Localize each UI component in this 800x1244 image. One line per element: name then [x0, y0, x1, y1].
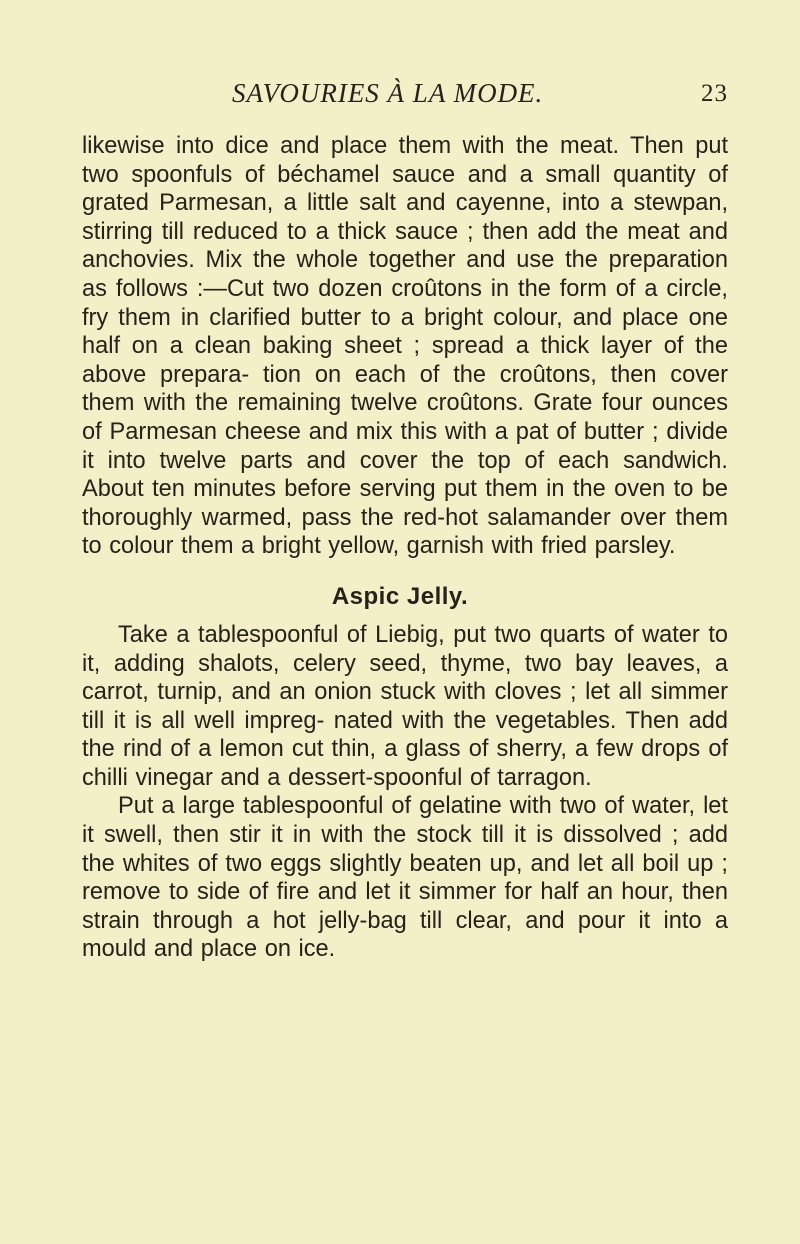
aspic-paragraph-1: Take a tablespoonful of Liebig, put two quarts of water to it, adding shalots, celery seed, thyme, two bay leaves, a carrot, turnip, and an onion stuck with cloves ; let all simmer till it is all well impreg- nated with the vegetables. Then add the rind of a lemon cut thin, a glass of sherry, a few drops of chilli vinegar and a dessert-spoonful of tarragon. — [82, 621, 728, 791]
section-heading-aspic-jelly: Aspic Jelly. — [331, 582, 469, 610]
aspic-paragraph-2: Put a large tablespoonful of gelatine with two of water, let it swell, then stir it in with the stock till it is dissolved ; add the whites of two eggs slightly beaten up, and let all boil up ; remove to side of fire and let it simmer for half an hour, then strain through a hot jelly-bag till clear, and pour it into a mould and place on ice. — [82, 793, 728, 963]
recipe-continuation-paragraph: likewise into dice and place them with the meat. Then put two spoonfuls of béchamel sauce and a small quantity of grated Parmesan, a little salt and cayenne, into a stewpan, stirring till reduced to a thick sauce ; then add the meat and anchovies. Mix the whole together and use the preparation as follows :—Cut two dozen croûtons in the form of a circle, fry them in clarified butter to a bright colour, and place one half on a clean baking sheet ; spread a thick layer of the above prepara- tion on each of the croûtons, then cover them with the remaining twelve croûtons. Grate four ounces of Parmesan cheese and mix this with a pat of butter ; divide it into twelve parts and cover the top of each sandwich. About ten minutes before serving put them in the oven to be thoroughly warmed, pass the red-hot salamander over them to colour them a bright yellow, garnish with fried parsley. — [82, 133, 728, 560]
book-page — [82, 78, 728, 964]
running-title: SAVOURIES À LA MODE. — [232, 78, 544, 108]
page-number: 23 — [701, 80, 728, 107]
running-head — [82, 78, 728, 118]
